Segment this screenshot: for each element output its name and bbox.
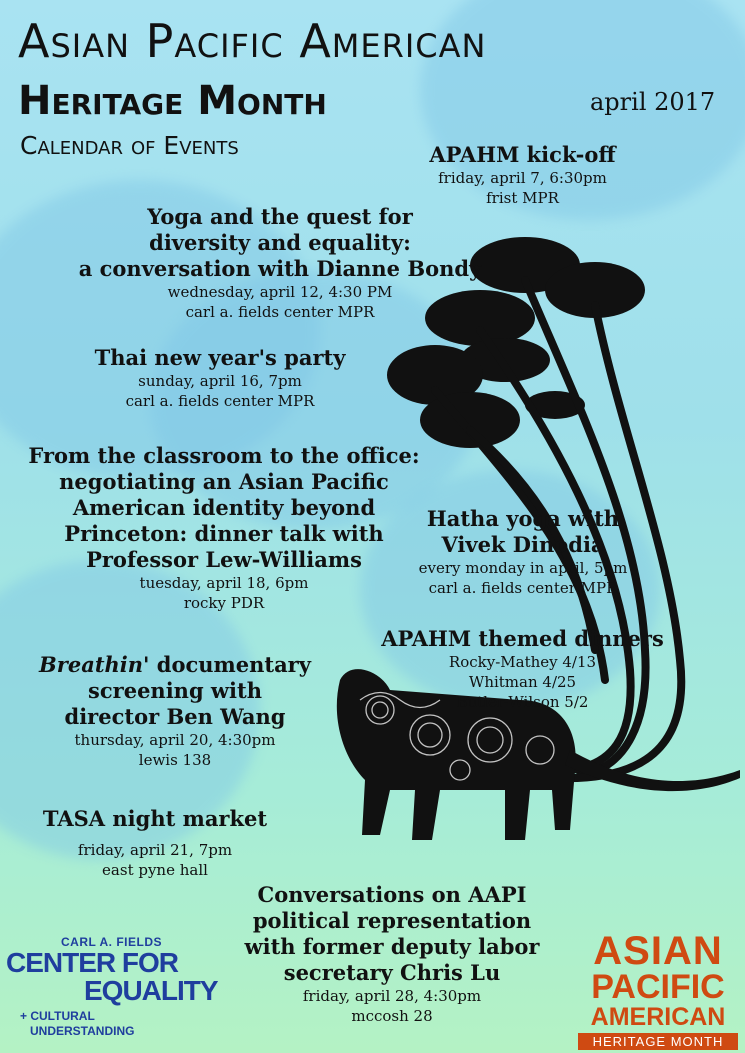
logo-text: + CULTURAL (20, 1009, 95, 1023)
logo-text: CENTER FOR (6, 947, 178, 978)
event-date: tuesday, april 18, 6pm (139, 574, 309, 592)
event-yoga-diversity (40, 204, 520, 322)
event-date: friday, april 7, 6:30pm (438, 169, 607, 187)
header-title: Asian Pacific American (18, 14, 487, 68)
center-for-equality-logo (6, 935, 218, 1039)
header-subtitle: Heritage Month (18, 78, 327, 124)
event-title: Princeton: dinner talk with (64, 521, 384, 546)
event-title: APAHM kick-off (429, 142, 616, 167)
event-breathin-screening (10, 652, 340, 770)
event-title: Hatha yoga with (426, 506, 620, 531)
event-location: carl a. fields center MPR (125, 392, 315, 410)
header-calendar-label: Calendar of Events (20, 131, 239, 160)
event-title: Professor Lew-Williams (86, 547, 362, 572)
dinner-item: Whitman 4/25 (468, 673, 577, 691)
event-title: secretary Chris Lu (283, 960, 501, 985)
event-date: thursday, april 20, 4:30pm (74, 731, 276, 749)
event-aapi-representation (222, 882, 562, 1026)
event-title: director Ben Wang (64, 704, 286, 729)
event-title: APAHM themed dinners (381, 626, 664, 651)
event-title: with former deputy labor (244, 934, 540, 959)
event-title: a conversation with Dianne Bondy (78, 256, 482, 281)
event-title: Thai new year's party (94, 345, 346, 370)
event-title: Yoga and the quest for (147, 204, 413, 229)
event-title: Vivek Dinodia (441, 532, 605, 557)
event-title (10, 652, 340, 678)
event-title: American identity beyond (72, 495, 376, 520)
dinner-item: Butler-Wilson 5/2 (456, 693, 589, 711)
logo-text: ASIAN (593, 929, 723, 973)
event-thai-new-year (60, 345, 380, 411)
event-date: friday, april 28, 4:30pm (302, 987, 482, 1005)
logo-text: PACIFIC (591, 968, 725, 1006)
event-title: political representation (252, 908, 532, 933)
event-date: friday, april 21, 7pm (77, 841, 233, 859)
event-tasa-night-market (20, 806, 290, 880)
event-location: carl a. fields center MPR (428, 579, 618, 597)
event-location: lewis 138 (138, 751, 212, 769)
event-location: frist MPR (486, 189, 559, 207)
event-location: carl a. fields center MPR (185, 303, 375, 321)
dinner-item: Rocky-Mathey 4/13 (448, 653, 597, 671)
event-title: screening with (88, 678, 262, 703)
event-title: Conversations on AAPI (257, 882, 527, 907)
event-title: From the classroom to the office: (28, 443, 420, 468)
event-title: negotiating an Asian Pacific (59, 469, 389, 494)
event-date: every monday in april, 5pm (418, 559, 628, 577)
event-date: sunday, april 16, 7pm (138, 372, 302, 390)
event-hatha-yoga (398, 506, 648, 598)
event-location: east pyne hall (102, 861, 208, 879)
event-title: diversity and equality: (149, 230, 411, 255)
event-kickoff (410, 142, 635, 208)
logo-text: CARL A. FIELDS (60, 935, 162, 949)
event-themed-dinners (370, 626, 675, 712)
date-label: april 2017 (590, 88, 716, 116)
event-date: wednesday, april 12, 4:30 PM (167, 283, 393, 301)
logo-text: UNDERSTANDING (30, 1024, 135, 1038)
event-title: TASA night market (42, 806, 268, 831)
film-title: Breathin' (39, 652, 150, 677)
apahm-logo (578, 929, 738, 1050)
event-location: mccosh 28 (351, 1007, 433, 1025)
logo-text: HERITAGE MONTH (578, 1033, 738, 1050)
logo-text: EQUALITY (84, 975, 218, 1006)
event-location: rocky PDR (183, 594, 265, 612)
event-classroom-office (8, 443, 440, 613)
event-title-rest: documentary (149, 652, 311, 677)
logo-text: AMERICAN (590, 1003, 726, 1031)
